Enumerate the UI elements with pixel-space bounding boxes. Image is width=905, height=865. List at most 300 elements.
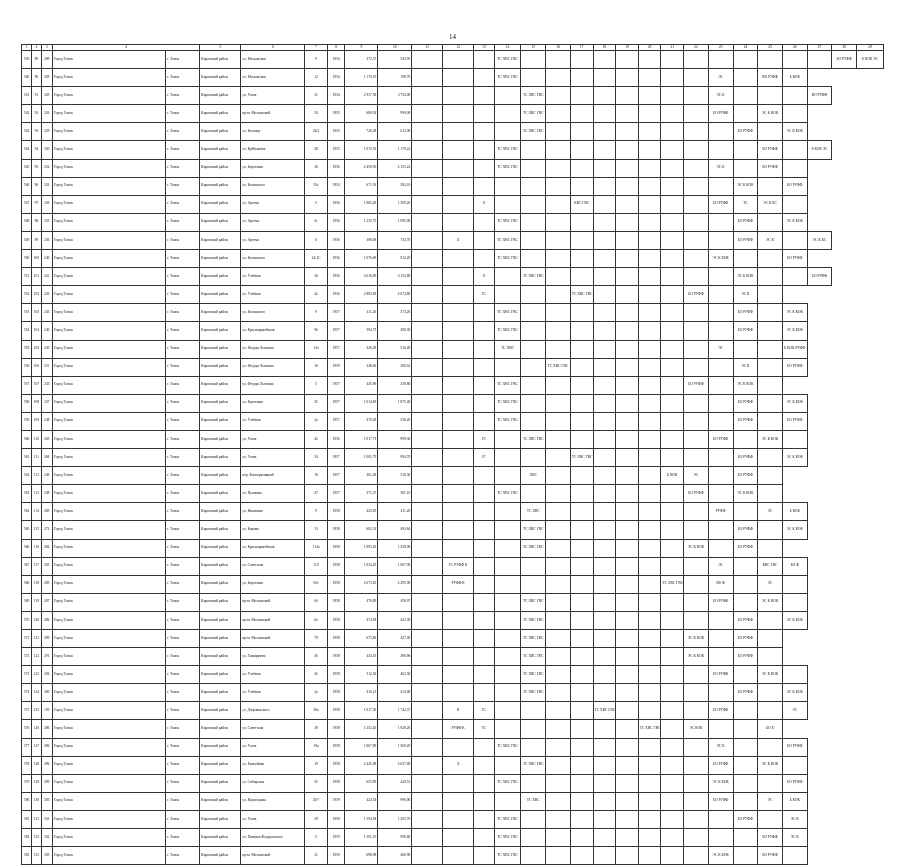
table-cell: 416,13: [345, 684, 378, 702]
table-cell: [443, 159, 474, 177]
table-cell: 24/1С: [305, 250, 328, 268]
table-cell: 612,00: [378, 123, 412, 141]
table-cell: Кировский район: [200, 720, 241, 738]
table-cell: ул. Федора Лыткина: [241, 340, 305, 358]
table-cell: Город Томск: [52, 810, 165, 828]
table-cell: [593, 286, 616, 304]
table-cell: БО РУФФ: [758, 159, 783, 177]
table-cell: 565: [22, 521, 32, 539]
table-cell: [443, 430, 474, 448]
table-cell: [521, 376, 546, 394]
table-cell: [412, 774, 443, 792]
table-cell: ЭС К КОК: [782, 304, 807, 322]
table-cell: [616, 774, 639, 792]
table-cell: [474, 69, 495, 87]
table-cell: 248,66: [345, 358, 378, 376]
table-cell: 1958: [327, 611, 345, 629]
table-cell: [758, 774, 783, 792]
table-cell: 1958: [327, 756, 345, 774]
table-cell: [708, 648, 733, 666]
table-cell: 576: [22, 720, 32, 738]
table-cell: [494, 684, 521, 702]
table-cell: 996,00: [378, 792, 412, 810]
table-cell: [570, 593, 593, 611]
table-cell: [733, 702, 758, 720]
table-cell: Город Томск: [52, 557, 165, 575]
table-row: [22, 358, 884, 376]
table-cell: [661, 87, 684, 105]
table-cell: 128: [32, 756, 41, 774]
table-cell: ЭС К КОК: [733, 268, 758, 286]
table-cell: Кировский район: [200, 738, 241, 756]
table-row: [22, 720, 884, 738]
table-cell: [412, 702, 443, 720]
table-cell: 580: [22, 792, 32, 810]
table-cell: [521, 738, 546, 756]
table-cell: БО Е: [758, 720, 783, 738]
table-cell: 1956: [327, 195, 345, 213]
table-cell: [758, 123, 783, 141]
table-cell: [733, 829, 758, 847]
table-cell: Кировский район: [200, 648, 241, 666]
table-cell: г. Томск: [166, 829, 200, 847]
table-cell: [782, 159, 807, 177]
table-cell: [758, 177, 783, 195]
table-cell: БО РУФФ: [807, 268, 832, 286]
table-cell: [708, 141, 733, 159]
table-cell: [412, 503, 443, 521]
table-cell: [570, 69, 593, 87]
table-cell: [807, 51, 832, 69]
table-cell: [570, 394, 593, 412]
table-cell: 548: [22, 213, 32, 231]
table-cell: [782, 575, 807, 593]
table-cell: Город Томск: [52, 286, 165, 304]
table-cell: Кировский район: [200, 322, 241, 340]
table-cell: 89: [32, 51, 41, 69]
table-cell: [684, 358, 709, 376]
table-cell: [546, 720, 571, 738]
table-cell: [546, 485, 571, 503]
table-cell: [758, 630, 783, 648]
table-cell: [638, 557, 661, 575]
page-number: 14: [449, 33, 456, 41]
table-cell: ул. Березовая: [241, 394, 305, 412]
table-cell: [684, 611, 709, 629]
table-cell: [546, 593, 571, 611]
table-cell: Город Томск: [52, 87, 165, 105]
table-row: [22, 430, 884, 448]
table-cell: г. Томск: [166, 630, 200, 648]
table-cell: 299: [41, 630, 52, 648]
table-cell: Х: [474, 195, 495, 213]
table-cell: Город Томск: [52, 376, 165, 394]
table-cell: [661, 177, 684, 195]
table-cell: [661, 557, 684, 575]
table-cell: [546, 684, 571, 702]
table-cell: 110: [32, 430, 41, 448]
table-cell: 1 203,70: [378, 810, 412, 828]
table-cell: г. Томск: [166, 702, 200, 720]
table-cell: [616, 358, 639, 376]
table-cell: [494, 792, 521, 810]
table-cell: [708, 231, 733, 249]
table-cell: [570, 847, 593, 865]
table-cell: [593, 159, 616, 177]
table-cell: 1 081,79: [345, 449, 378, 467]
table-cell: ТС ХВС ГВС: [521, 105, 546, 123]
table-cell: [443, 774, 474, 792]
table-cell: ул. Советская: [241, 720, 305, 738]
table-cell: [593, 304, 616, 322]
table-cell: [412, 557, 443, 575]
table-cell: [521, 322, 546, 340]
table-cell: 999,30: [378, 430, 412, 448]
table-row: [22, 141, 884, 159]
table-cell: [593, 195, 616, 213]
table-cell: [661, 738, 684, 756]
table-cell: [443, 340, 474, 358]
table-cell: 425,65: [345, 503, 378, 521]
table-cell: 536,20: [378, 412, 412, 430]
table-cell: [684, 322, 709, 340]
table-cell: [708, 213, 733, 231]
table-cell: [474, 51, 495, 69]
table-cell: [708, 684, 733, 702]
table-cell: 1 569,20: [378, 738, 412, 756]
table-cell: [661, 847, 684, 865]
table-cell: ТС ХВС ГВС: [521, 593, 546, 611]
table-cell: 1 993,26: [345, 539, 378, 557]
table-cell: Кировский район: [200, 557, 241, 575]
table-cell: [616, 340, 639, 358]
table-cell: [570, 575, 593, 593]
table-cell: [546, 394, 571, 412]
table-cell: 1957: [327, 304, 345, 322]
table-cell: 1959: [327, 829, 345, 847]
table-cell: [412, 358, 443, 376]
table-cell: [443, 69, 474, 87]
table-cell: 19: [305, 756, 328, 774]
table-cell: [638, 358, 661, 376]
table-cell: 996,60: [378, 829, 412, 847]
table-cell: Кировский район: [200, 376, 241, 394]
table-cell: 1 170,19: [345, 69, 378, 87]
table-cell: 2 445,08: [345, 756, 378, 774]
table-cell: ЭС: [708, 69, 733, 87]
table-cell: [546, 630, 571, 648]
table-cell: ТС ХВС ГВС: [521, 87, 546, 105]
table-cell: Город Томск: [52, 412, 165, 430]
table-cell: [593, 51, 616, 69]
column-number: 5: [200, 45, 241, 51]
table-cell: [733, 720, 758, 738]
table-cell: РУФФ К: [443, 575, 474, 593]
table-cell: [593, 485, 616, 503]
table-cell: Город Томск: [52, 684, 165, 702]
table-cell: [616, 720, 639, 738]
table-cell: 109: [32, 412, 41, 430]
table-cell: ТС ХВС ГВС: [570, 449, 593, 467]
table-cell: 6: [305, 231, 328, 249]
table-cell: [474, 847, 495, 865]
table-cell: 114: [32, 503, 41, 521]
table-cell: 994,70: [378, 449, 412, 467]
table-cell: Кировский район: [200, 756, 241, 774]
table-cell: 571: [22, 630, 32, 648]
table-cell: [412, 250, 443, 268]
table-cell: 36: [305, 159, 328, 177]
table-cell: г. Томск: [166, 322, 200, 340]
table-cell: [474, 159, 495, 177]
table-cell: [758, 611, 783, 629]
table-cell: 1955: [327, 105, 345, 123]
table-cell: 552: [22, 286, 32, 304]
table-cell: [443, 449, 474, 467]
table-cell: [494, 286, 521, 304]
table-cell: [661, 195, 684, 213]
table-cell: [521, 231, 546, 249]
table-cell: г. Томск: [166, 250, 200, 268]
table-cell: [782, 268, 807, 286]
table-cell: г. Томск: [166, 485, 200, 503]
table-cell: [661, 648, 684, 666]
table-cell: [708, 304, 733, 322]
table-cell: 543,95: [378, 51, 412, 69]
table-cell: [546, 376, 571, 394]
table-cell: ГС: [474, 449, 495, 467]
table-cell: 122: [32, 648, 41, 666]
table-cell: 541: [22, 87, 32, 105]
table-cell: Кировский район: [200, 412, 241, 430]
table-cell: 329: [41, 87, 52, 105]
table-cell: [521, 141, 546, 159]
table-cell: Кировский район: [200, 774, 241, 792]
table-cell: [661, 702, 684, 720]
table-cell: [684, 250, 709, 268]
table-cell: [593, 141, 616, 159]
table-cell: [638, 792, 661, 810]
table-cell: 1957: [327, 340, 345, 358]
table-cell: [474, 829, 495, 847]
table-cell: ул. Усова: [241, 430, 305, 448]
column-number: 20: [638, 45, 661, 51]
column-number: 25: [758, 45, 783, 51]
table-cell: [616, 177, 639, 195]
table-cell: [494, 430, 521, 448]
table-cell: [758, 376, 783, 394]
table-cell: [684, 340, 709, 358]
table-cell: ТС ХВС ГВС: [521, 123, 546, 141]
table-cell: ул. Учебная: [241, 666, 305, 684]
table-cell: Город Томск: [52, 213, 165, 231]
table-cell: [412, 213, 443, 231]
table-cell: [570, 557, 593, 575]
table-cell: Город Томск: [52, 611, 165, 629]
table-cell: [616, 141, 639, 159]
table-cell: [616, 286, 639, 304]
table-cell: [661, 231, 684, 249]
table-cell: [593, 268, 616, 286]
table-cell: [521, 286, 546, 304]
table-cell: 16: [305, 358, 328, 376]
table-cell: ул. Березовая: [241, 159, 305, 177]
table-cell: [661, 322, 684, 340]
table-cell: [758, 51, 783, 69]
table-cell: 372,37: [345, 51, 378, 69]
table-cell: [758, 322, 783, 340]
table-cell: [661, 51, 684, 69]
table-cell: [593, 412, 616, 430]
table-cell: [412, 467, 443, 485]
table-cell: [733, 340, 758, 358]
table-cell: Город Томск: [52, 738, 165, 756]
table-cell: ЭС К КОК: [758, 593, 783, 611]
table-row: [22, 449, 884, 467]
table-cell: 1957: [327, 467, 345, 485]
table-cell: 119: [32, 593, 41, 611]
table-cell: [474, 105, 495, 123]
table-cell: 2б: [305, 666, 328, 684]
table-cell: [593, 611, 616, 629]
table-cell: 70: [305, 630, 328, 648]
table-cell: 2 674,80: [378, 286, 412, 304]
table-cell: 602,33: [345, 521, 378, 539]
table-cell: БО РУФФ: [684, 376, 709, 394]
table-cell: [546, 774, 571, 792]
table-cell: [708, 286, 733, 304]
table-cell: [638, 449, 661, 467]
table-cell: пр-кт Московский: [241, 630, 305, 648]
table-cell: Б КОК: [782, 503, 807, 521]
table-cell: 282: [41, 539, 52, 557]
table-cell: [638, 485, 661, 503]
table-cell: 16: [305, 467, 328, 485]
table-cell: [443, 467, 474, 485]
table-cell: пр-кт Московский: [241, 105, 305, 123]
table-cell: [521, 195, 546, 213]
table-row: [22, 51, 884, 69]
table-row: [22, 557, 884, 575]
table-cell: [570, 539, 593, 557]
table-cell: 6б: [305, 593, 328, 611]
table-cell: 4 616,69: [345, 268, 378, 286]
table-cell: [708, 521, 733, 539]
table-cell: [616, 485, 639, 503]
table-cell: [494, 756, 521, 774]
table-cell: [684, 105, 709, 123]
table-cell: [638, 250, 661, 268]
column-number: 11: [412, 45, 443, 51]
table-cell: 269: [41, 503, 52, 521]
table-cell: [546, 467, 571, 485]
table-row: [22, 87, 884, 105]
table-cell: [708, 467, 733, 485]
table-cell: КВС ГВС: [758, 557, 783, 575]
table-cell: [570, 666, 593, 684]
table-cell: [570, 720, 593, 738]
table-cell: Кировский район: [200, 268, 241, 286]
table-cell: [758, 521, 783, 539]
table-cell: ул. Красноармейская: [241, 539, 305, 557]
table-cell: 411,26: [345, 304, 378, 322]
table-cell: [443, 286, 474, 304]
table-cell: г. Томск: [166, 449, 200, 467]
table-cell: [708, 394, 733, 412]
table-cell: [684, 51, 709, 69]
table-cell: [684, 123, 709, 141]
table-cell: 2 153,22: [378, 159, 412, 177]
table-cell: ул. Учебная: [241, 268, 305, 286]
table-cell: 371,27: [345, 485, 378, 503]
table-cell: 1959: [327, 792, 345, 810]
table-cell: [412, 630, 443, 648]
table-cell: 127: [32, 738, 41, 756]
table-row: [22, 539, 884, 557]
table-cell: [782, 756, 807, 774]
table-cell: [661, 503, 684, 521]
table-cell: [733, 666, 758, 684]
table-row: [22, 340, 884, 358]
table-cell: 107: [32, 376, 41, 394]
table-cell: [443, 593, 474, 611]
table-cell: 268: [41, 449, 52, 467]
table-cell: 38: [305, 720, 328, 738]
table-cell: [593, 430, 616, 448]
table-cell: 1 594,94: [345, 810, 378, 828]
table-cell: 240: [41, 250, 52, 268]
table-cell: 118: [32, 575, 41, 593]
table-cell: 423,39: [378, 611, 412, 629]
table-row: [22, 322, 884, 340]
table-cell: [494, 105, 521, 123]
table-cell: ТС ХВС ГВС: [521, 630, 546, 648]
table-cell: [593, 213, 616, 231]
table-row: [22, 105, 884, 123]
table-cell: 427,40: [378, 630, 412, 648]
table-cell: [570, 485, 593, 503]
table-cell: Город Томск: [52, 159, 165, 177]
table-cell: г. Томск: [166, 557, 200, 575]
table-cell: г. Томск: [166, 720, 200, 738]
table-cell: [593, 810, 616, 828]
table-cell: [474, 503, 495, 521]
table-cell: 1 170,22: [378, 141, 412, 159]
table-cell: [443, 630, 474, 648]
table-cell: [616, 847, 639, 865]
table-cell: ЭС К: [733, 286, 758, 304]
table-cell: [733, 87, 758, 105]
table-cell: [638, 702, 661, 720]
table-cell: 131: [32, 810, 41, 828]
table-cell: [443, 738, 474, 756]
table-cell: [733, 159, 758, 177]
column-number: 19: [616, 45, 639, 51]
table-cell: [638, 69, 661, 87]
table-cell: Город Томск: [52, 195, 165, 213]
table-cell: 562: [22, 467, 32, 485]
table-cell: [474, 141, 495, 159]
table-cell: [733, 774, 758, 792]
table-cell: [521, 810, 546, 828]
table-cell: [758, 213, 783, 231]
table-cell: [638, 648, 661, 666]
table-cell: Город Томск: [52, 449, 165, 467]
table-cell: Город Томск: [52, 648, 165, 666]
table-cell: [684, 87, 709, 105]
table-cell: 25: [305, 394, 328, 412]
table-cell: г. Томск: [166, 430, 200, 448]
